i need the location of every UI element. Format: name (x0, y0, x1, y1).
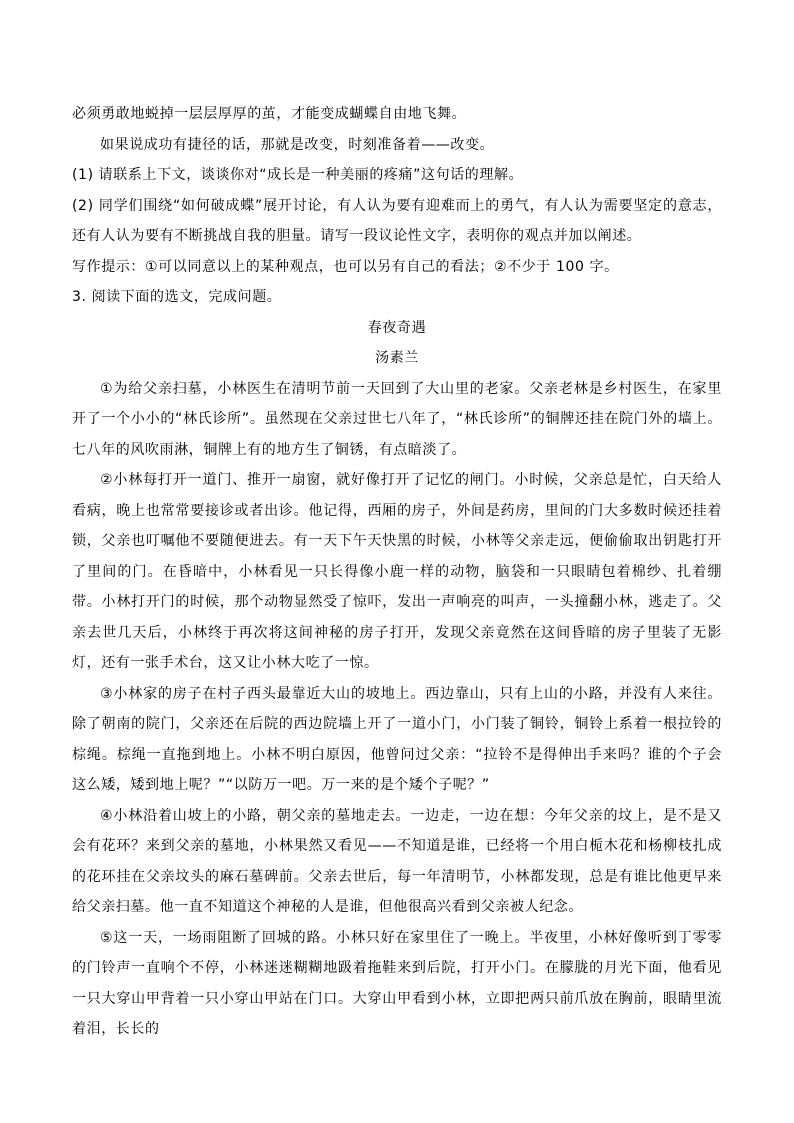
question-1: (1) 请联系上下文，谈谈你对“成长是一种美丽的疼痛”这句话的理解。 (72, 167, 524, 183)
article-paragraph-5: ⑤这一天，一场雨阻断了回城的路。小林只好在家里住了一晚上。半夜里，小林好像听到丁零零的门铃声一直响个不停，小林迷迷糊糊地趿着拖鞋来到后院，打开小门。在朦胧的月光下面，他看见一只大穿山甲背着一只小穿山甲站在门口。大穿山甲看到小林，立即把两只前爪放在胸前，眼睛里流着泪，长长的 (72, 929, 722, 1037)
text-line: 如果说成功有捷径的话，那就是改变，时刻准备着——改变。 (100, 136, 495, 153)
article-title: 春夜奇遇 (367, 319, 427, 336)
question-2: (2) 同学们围绕“如何破成蝶”展开讨论，有人认为要有迎难而上的勇气，有人认为需要坚定的意志，还有人认为要有不断挑战自我的胆量。请写一段议论性文字，表明你的观点并加以阐述。 (72, 197, 722, 244)
article-paragraph-2: ②小林每打开一道门、推开一扇窗，就好像打开了记忆的闸门。小时候，父亲总是忙，白天给人看病，晚上也常常要接诊或者出诊。他记得，西厢的房子，外间是药房，里间的门大多数时候还挂着锁，父亲也叮嘱他不要随便进去。有一天下午天快黑的时候，小林等父亲走远，便偷偷取出钥匙打开了里间的门。在昏暗中，小林看见一只长得像小鹿一样的动物，脑袋和一只眼睛包着棉纱、扎着绷带。小林打开门的时候，那个动物显然受了惊吓，发出一声响亮的叫声，一头撞翻小林，逃走了。父亲去世几天后，小林终于再次将这间神秘的房子打开，发现父亲竟然在这间昏暗的房子里装了无影灯，还有一张手术台，这又让小林大吃了一惊。 (72, 472, 722, 671)
document-body (72, 99, 722, 1045)
article-paragraph-1: ①为给父亲扫墓，小林医生在清明节前一天回到了大山里的老家。父亲老林是乡村医生，在家里开了一个小小的“林氏诊所”。虽然现在父亲过世七八年了，“林氏诊所”的铜牌还挂在院门外的墙上。七八年的风吹雨淋，铜牌上有的地方生了铜锈，有点暗淡了。 (72, 380, 722, 458)
article-paragraph-3: ③小林家的房子在村子西头最靠近大山的坡地上。西边靠山，只有上山的小路，并没有人来往。除了朝南的院门，父亲还在后院的西边院墙上开了一道小门，小门装了铜铃，铜铃上系着一根拉铃的棕绳。棕绳一直拖到地上。小林不明白原因，他曾问过父亲：“拉铃不是得伸出手来吗？谁的个子会这么矮，矮到地上呢？”“以防万一吧。万一来的是个矮个子呢？” (72, 685, 722, 793)
article-paragraph-4: ④小林沿着山坡上的小路，朝父亲的墓地走去。一边走，一边在想：今年父亲的坟上，是不是又会有花环？来到父亲的墓地，小林果然又看见——不知道是谁，已经将一个用白栀木花和杨柳枝扎成的花环挂在父亲坟头的麻石墓碑前。父亲去世后，每一年清明节，小林都发现，总是有谁比他更早来给父亲扫墓。他一直不知道这个神秘的人是谁，但他很高兴看到父亲被人纪念。 (72, 807, 722, 915)
article-author: 汤素兰 (375, 350, 419, 366)
writing-tip: 写作提示：①可以同意以上的某种观点，也可以另有自己的看法；②不少于 100 字。 (72, 258, 619, 275)
text-line: 必须勇敢地蜕掉一层层厚厚的茧，才能变成蝴蝶自由地飞舞。 (72, 106, 467, 122)
question-3: 3. 阅读下面的选文，完成问题。 (72, 289, 282, 305)
